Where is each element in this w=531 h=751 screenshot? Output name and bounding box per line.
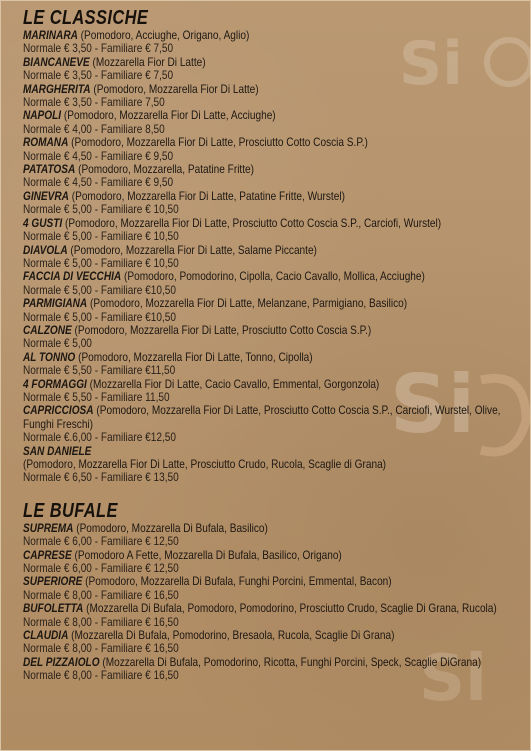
menu-item-price: Normale € 5,00 - Familiare €10,50 bbox=[23, 309, 176, 324]
menu-item-title-line bbox=[23, 404, 514, 431]
menu-item-title-line bbox=[23, 601, 497, 616]
menu-item-price: Normale € 6,00 - Familiare € 12,50 bbox=[23, 534, 179, 549]
menu-item bbox=[23, 549, 515, 576]
menu-item bbox=[23, 190, 515, 217]
menu-item-price: Normale € 3,50 - Familiare € 7,50 bbox=[23, 41, 174, 56]
menu-item-ingredients: (Pomodoro, Mozzarella Fior Di Latte, Prosciutto Cotto Coscia S.P.) bbox=[74, 322, 372, 337]
svg-text:Si: Si bbox=[399, 29, 463, 99]
menu-item-price: Normale € 4,00 - Familiare 8,50 bbox=[23, 121, 165, 136]
menu-item-ingredients: (Mozzarella Di Bufala, Pomodorino, Ricotta, Funghi Porcini, Speck, Scaglie DiGrana) bbox=[102, 654, 482, 669]
menu-item-price: Normale € 5,00 bbox=[23, 336, 92, 351]
menu-item bbox=[23, 602, 515, 629]
menu-item-ingredients: (Pomodoro, Mozzarella Fior Di Latte, Tonno, Cipolla) bbox=[78, 349, 313, 364]
menu-item-name: SUPERIORE bbox=[23, 574, 83, 589]
menu-item-name: BUFOLETTA bbox=[23, 601, 84, 616]
menu-item-price: Normale € 5,00 - Familiare € 10,50 bbox=[23, 229, 179, 244]
menu-item-title-line bbox=[23, 270, 436, 283]
menu-item-title-line bbox=[23, 190, 436, 203]
menu-item bbox=[23, 629, 515, 656]
menu-item bbox=[23, 575, 515, 602]
menu-item-ingredients: (Pomodoro, Mozzarella Fior Di Latte, Prosciutto Cotto Coscia S.P., Carciofi, Wurstel, Olive, Funghi Freschi) bbox=[23, 403, 501, 431]
menu-item-ingredients: (Pomodoro, Mozzarella Fior Di Latte, Acciughe) bbox=[63, 108, 276, 123]
menu-item-name: PATATOSA bbox=[23, 162, 76, 177]
menu-item-title-line bbox=[23, 136, 436, 149]
menu-item-name: MARINARA bbox=[23, 28, 78, 42]
svg-text:Si: Si bbox=[419, 642, 488, 716]
menu-item-title-line bbox=[23, 109, 436, 122]
menu-item-title-line bbox=[23, 56, 436, 69]
menu-item-price: Normale € 6,00 - Familiare € 12,50 bbox=[23, 561, 179, 576]
menu-item-name: 4 FORMAGGI bbox=[23, 376, 87, 391]
menu-item-title-line bbox=[23, 324, 436, 337]
menu-item bbox=[23, 270, 515, 297]
menu-item-name: SAN DANIELE bbox=[23, 443, 92, 458]
menu-item-name: CAPRESE bbox=[23, 547, 72, 562]
menu-item-ingredients: (Mozzarella Di Bufala, Pomodorino, Bresaola, Rucola, Scaglie Di Grana) bbox=[71, 628, 395, 643]
menu-item-price: Normale € 5,00 - Familiare € 10,50 bbox=[23, 202, 179, 217]
menu-item-title-line bbox=[23, 351, 436, 364]
menu-item-name: PARMIGIANA bbox=[23, 296, 88, 311]
menu-item-ingredients: (Pomodoro, Mozzarella Fior Di Latte, Prosciutto Cotto Coscia S.P., Carciofi, Wurstel) bbox=[65, 215, 442, 230]
menu-item-name: DIAVOLA bbox=[23, 242, 68, 257]
menu-item-ingredients: (Mozzarella Fior Di Latte, Cacio Cavallo, Emmental, Gorgonzola) bbox=[89, 376, 380, 391]
menu-item bbox=[23, 351, 515, 378]
menu-item-title-line bbox=[23, 215, 442, 230]
menu-item-price: Normale € 6,50 - Familiare € 13,50 bbox=[23, 470, 179, 485]
menu-item-name: CLAUDIA bbox=[23, 628, 69, 643]
menu-item bbox=[23, 378, 515, 405]
menu-item-title-line bbox=[23, 244, 436, 257]
menu-item-name: NAPOLI bbox=[23, 108, 62, 123]
menu-item-price: Normale € 5,50 - Familiare €11,50 bbox=[23, 363, 176, 378]
section-title: LE CLASSICHE bbox=[23, 7, 149, 29]
menu-item-ingredients: (Pomodoro, Mozzarella Fior Di Latte, Prosciutto Cotto Coscia S.P.) bbox=[71, 135, 368, 150]
menu-item-name: CAPRICCIOSA bbox=[23, 403, 94, 418]
menu-item-title-line bbox=[23, 378, 436, 391]
menu-item bbox=[23, 109, 515, 136]
menu-content bbox=[23, 8, 515, 683]
menu-item-ingredients: (Pomodoro, Pomodorino, Cipolla, Cacio Cavallo, Mollica, Acciughe) bbox=[124, 269, 425, 284]
section-gap bbox=[23, 485, 515, 501]
menu-item-title-line bbox=[23, 629, 436, 642]
menu-item-ingredients: (Pomodoro, Mozzarella Di Bufala, Basilico) bbox=[76, 520, 268, 535]
menu-item-name: CALZONE bbox=[23, 322, 72, 337]
menu-item-name: BIANCANEVE bbox=[23, 54, 90, 69]
menu-item bbox=[23, 404, 515, 444]
menu-item-title-line bbox=[23, 445, 436, 458]
menu-item-ingredients: (Pomodoro, Mozzarella, Patatine Fritte) bbox=[78, 162, 254, 177]
menu-item bbox=[23, 83, 515, 110]
menu-item bbox=[23, 163, 515, 190]
menu-item-price: Normale € 3,50 - Familiare € 7,50 bbox=[23, 68, 174, 83]
menu-item-ingredients: (Pomodoro A Fette, Mozzarella Di Bufala, Basilico, Origano) bbox=[74, 547, 342, 562]
menu-item-price: Normale € 5,00 - Familiare €10,50 bbox=[23, 282, 176, 297]
menu-item-ingredients: (Mozzarella Fior Di Latte) bbox=[92, 54, 206, 69]
menu-item-ingredients: (Pomodoro, Acciughe, Origano, Aglio) bbox=[80, 28, 250, 42]
menu-item-name: MARGHERITA bbox=[23, 81, 91, 96]
menu-item bbox=[23, 217, 515, 244]
menu-item bbox=[23, 324, 515, 351]
menu-item-name: DEL PIZZAIOLO bbox=[23, 654, 100, 669]
menu-item-ingredients-line bbox=[23, 458, 436, 471]
menu-item bbox=[23, 29, 515, 56]
menu-item-title-line bbox=[23, 654, 482, 669]
menu-item-ingredients: (Pomodoro, Mozzarella Fior Di Latte, Salame Piccante) bbox=[70, 242, 317, 257]
menu-item-name: GINEVRA bbox=[23, 188, 69, 203]
menu-item-title-line bbox=[23, 83, 436, 96]
menu-item-name: SUPREMA bbox=[23, 520, 74, 535]
menu-item-name: ROMANA bbox=[23, 135, 69, 150]
menu-item-ingredients: (Mozzarella Di Bufala, Pomodoro, Pomodorino, Prosciutto Crudo, Scaglie Di Grana, Rucola) bbox=[86, 601, 497, 616]
menu-item bbox=[23, 656, 515, 683]
menu-item bbox=[23, 56, 515, 83]
menu-item-title-line bbox=[23, 522, 436, 535]
section-title: LE BUFALE bbox=[23, 499, 118, 522]
menu-item bbox=[23, 445, 515, 485]
menu-item-price: Normale € 8,00 - Familiare € 16,50 bbox=[23, 587, 179, 602]
menu-item bbox=[23, 297, 515, 324]
svg-text:Si: Si bbox=[390, 358, 476, 451]
menu-item-ingredients: (Pomodoro, Mozzarella Fior Di Latte, Prosciutto Crudo, Rucola, Scaglie di Grana) bbox=[23, 457, 387, 471]
menu-item-title-line bbox=[23, 163, 436, 176]
menu-item-name: FACCIA DI VECCHIA bbox=[23, 269, 122, 284]
menu-item-price: Normale € 4,50 - Familiare € 9,50 bbox=[23, 175, 174, 190]
menu-item-ingredients: (Pomodoro, Mozzarella Di Bufala, Funghi Porcini, Emmental, Bacon) bbox=[85, 574, 392, 589]
menu-item-title-line bbox=[23, 575, 436, 588]
menu-item-title-line bbox=[23, 549, 436, 562]
menu-item-price: Normale € 5,50 - Familiare 11,50 bbox=[23, 389, 170, 404]
menu-item-price: Normale € 4,50 - Familiare € 9,50 bbox=[23, 148, 174, 163]
menu-item-title-line bbox=[23, 297, 436, 310]
menu-item bbox=[23, 522, 515, 549]
menu-item-name: 4 GUSTI bbox=[23, 215, 63, 230]
menu-item-name: AL TONNO bbox=[23, 349, 76, 364]
menu-item-title-line bbox=[23, 29, 436, 42]
menu-item-price: Normale € 8,00 - Familiare € 16,50 bbox=[23, 668, 179, 683]
menu-item-price: Normale € 8,00 - Familiare € 16,50 bbox=[23, 614, 179, 629]
menu-item-price: Normale € 5,00 - Familiare € 10,50 bbox=[23, 255, 179, 270]
menu-item-price: Normale €.6,00 - Familiare €12,50 bbox=[23, 430, 176, 445]
menu-item-ingredients: (Pomodoro, Mozzarella Fior Di Latte, Patatine Fritte, Wurstel) bbox=[71, 188, 345, 203]
menu-item bbox=[23, 244, 515, 271]
menu-item-price: Normale € 8,00 - Familiare € 16,50 bbox=[23, 641, 179, 656]
menu-item-ingredients: (Pomodoro, Mozzarella Fior Di Latte, Melanzane, Parmigiano, Basilico) bbox=[90, 296, 408, 311]
menu-item-ingredients: (Pomodoro, Mozzarella Fior Di Latte) bbox=[93, 81, 259, 96]
menu-item bbox=[23, 136, 515, 163]
menu-item-price: Normale € 3,50 - Familiare 7,50 bbox=[23, 95, 165, 110]
